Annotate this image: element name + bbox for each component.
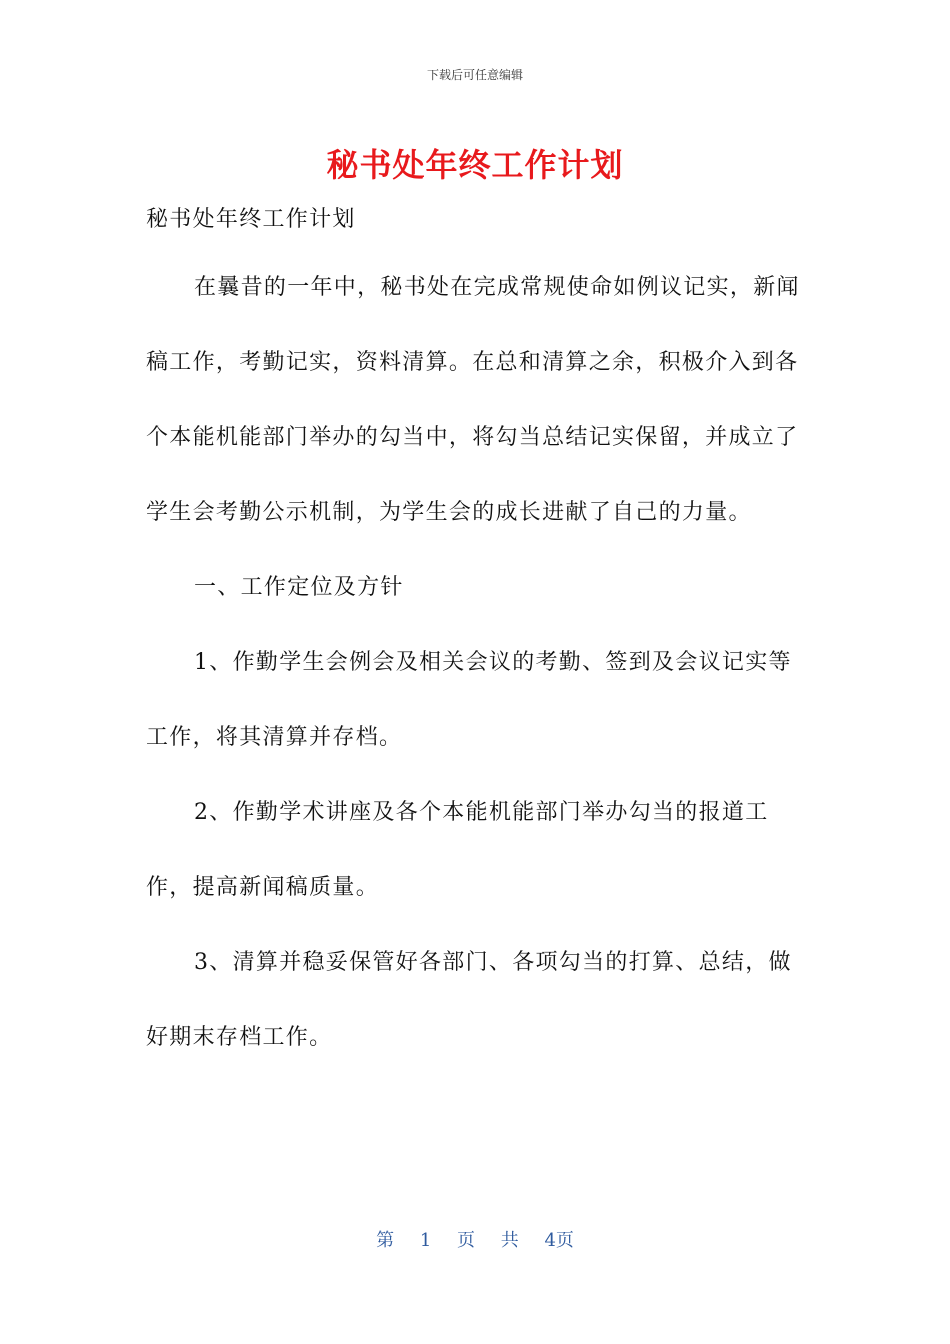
footer-current-page: 1 [419, 1230, 432, 1251]
list-item: 1、作勤学生会例会及相关会议的考勤、签到及会议记实等工作，将其清算并存档。 [146, 650, 792, 750]
footer-page-unit: 页 [457, 1230, 475, 1251]
header-note: 下载后可任意编辑 [426, 68, 523, 82]
list-item: 3、清算并稳妥保管好各部门、各项勾当的打算、总结，做好期末存档工作。 [146, 950, 792, 1050]
document-body [146, 200, 808, 1075]
paragraph-intro: 在曩昔的一年中，秘书处在完成常规使命如例议记实，新闻稿工作，考勤记实，资料清算。在总和清算之余，积极介入到各个本能机能部门举办的勾当中，将勾当总结记实保留，并成立了学生会考勤公示机制，为学生会的成长进献了自己的力量。 [146, 275, 800, 525]
document-subtitle: 秘书处年终工作计划 [146, 207, 356, 232]
list-item: 2、作勤学术讲座及各个本能机能部门举办勾当的报道工作，提高新闻稿质量。 [146, 800, 769, 900]
document-title: 秘书处年终工作计划 [326, 146, 624, 184]
footer-total-label: 共 [500, 1230, 519, 1251]
page-footer [0, 1226, 950, 1252]
footer-total-pages: 4页 [544, 1230, 574, 1251]
footer-page-label: 第 [376, 1230, 395, 1251]
section-heading: 一、工作定位及方针 [194, 575, 404, 600]
